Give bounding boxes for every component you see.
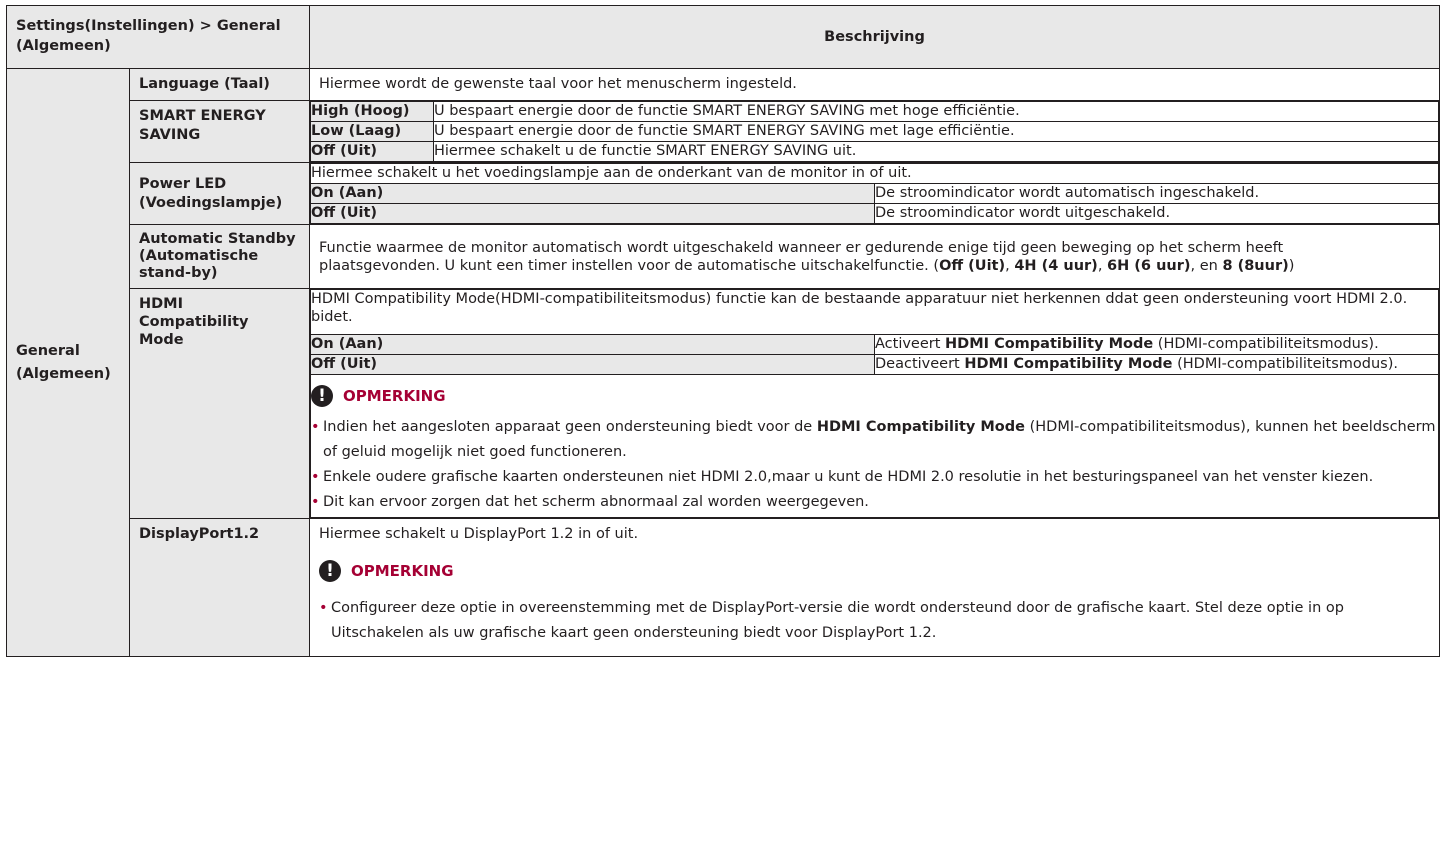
option-desc-bold: HDMI Compatibility Mode (945, 336, 1154, 352)
standby-desc-line2 (319, 257, 1430, 275)
standby-label-line1: Automatic Standby (139, 231, 296, 247)
note-text: Dit kan ervoor zorgen dat het scherm abnormaal zal worden weergegeven. (323, 494, 869, 510)
setting-automatic-standby (130, 225, 310, 289)
header-description (310, 6, 1440, 69)
header-left-line1: Settings(Instellingen) > General (16, 18, 281, 34)
option-row (311, 335, 1439, 355)
hdmi-note (311, 375, 1439, 518)
option-label: Low (Laag) (311, 122, 434, 142)
option-row (311, 355, 1439, 375)
option-label: High (Hoog) (311, 102, 434, 122)
standby-option: Off (Uit) (939, 257, 1006, 274)
option-row (311, 102, 1439, 122)
option-label: Off (Uit) (311, 355, 875, 375)
option-label: Off (Uit) (311, 204, 875, 224)
hdmi-desc-text: HDMI Compatibility Mode(HDMI-compatibiliteitsmodus) functie kan de bestaande apparatuur niet herkennen ddat geen ondersteuning voort HDMI 2.0. bidet. (311, 291, 1408, 325)
note-title: OPMERKING (351, 561, 454, 580)
led-options (310, 163, 1440, 225)
dp-label: DisplayPort1.2 (139, 526, 260, 542)
settings-general-table (6, 5, 1440, 657)
note-item (311, 415, 1438, 465)
led-desc: Hiermee schakelt u het voedingslampje aan de onderkant van de monitor in of uit. (311, 164, 1439, 184)
option-row (311, 142, 1439, 162)
note-item (311, 490, 1438, 515)
ses-options (310, 101, 1440, 163)
option-desc (875, 355, 1439, 375)
option-desc-pre: Deactiveert (875, 356, 965, 372)
header-settings-path (7, 6, 310, 69)
option-desc-post: (HDMI-compatibiliteitsmodus). (1172, 356, 1399, 372)
hdmi-desc (311, 290, 1439, 335)
setting-hdmi-compatibility-mode (130, 289, 310, 519)
standby-label-line3: stand-by) (139, 265, 218, 281)
option-desc: Hiermee schakelt u de functie SMART ENERGY SAVING uit. (434, 142, 1439, 162)
section-general-line2: (Algemeen) (16, 365, 111, 382)
separator: , (1005, 257, 1015, 274)
setting-language (130, 69, 310, 101)
standby-option: 4H (4 uur) (1014, 257, 1098, 274)
note-item (319, 596, 1430, 646)
standby-label-line2: (Automatische (139, 248, 259, 264)
standby-desc-text: plaatsgevonden. U kunt een timer instellen voor de automatische uitschakelfunctie. ( (319, 257, 940, 274)
separator: ) (1288, 257, 1295, 274)
option-desc: De stroomindicator wordt uitgeschakeld. (875, 204, 1439, 224)
hdmi-label-line1: HDMI (139, 296, 183, 312)
note-text: Enkele oudere grafische kaarten ondersteunen niet HDMI 2.0,maar u kunt de HDMI 2.0 resolutie in het besturingspaneel van het venster kiezen. (323, 469, 1374, 485)
option-row (311, 122, 1439, 142)
option-desc-post: (HDMI-compatibiliteitsmodus). (1153, 336, 1379, 352)
led-label-line2: (Voedingslampje) (139, 194, 283, 211)
note-title: OPMERKING (343, 386, 446, 405)
option-desc: U bespaart energie door de functie SMART ENERGY SAVING met hoge efficiëntie. (434, 102, 1439, 122)
header-description-label: Beschrijving (824, 29, 925, 45)
standby-desc-line1: Functie waarmee de monitor automatisch wordt uitgeschakeld wanneer er gedurende enige tijd geen beweging op het scherm heeft (319, 239, 1284, 256)
option-label: On (Aan) (311, 184, 875, 204)
option-desc: U bespaart energie door de functie SMART ENERGY SAVING met lage efficiëntie. (434, 122, 1439, 142)
standby-desc (310, 225, 1440, 289)
option-label: Off (Uit) (311, 142, 434, 162)
option-row (311, 204, 1439, 224)
option-label: On (Aan) (311, 335, 875, 355)
ses-label-line1: SMART ENERGY (139, 108, 266, 124)
note-text-bold: HDMI Compatibility Mode (816, 419, 1025, 435)
setting-displayport (130, 519, 310, 657)
hdmi-label-line2: Compatibility (139, 314, 249, 330)
note-text: Configureer deze optie in overeenstemming met de DisplayPort-versie die wordt ondersteund door de grafische kaart. Stel deze optie in op Uitschakelen als uw grafische kaart geen ondersteuning biedt voor DisplayPort 1.2. (331, 600, 1344, 641)
section-general (7, 69, 130, 657)
dp-desc (310, 519, 1440, 657)
option-desc: De stroomindicator wordt automatisch ingeschakeld. (875, 184, 1439, 204)
separator: , en (1190, 257, 1223, 274)
ses-label-line2: SAVING (139, 127, 201, 143)
setting-smart-energy-saving (130, 101, 310, 163)
option-desc-bold: HDMI Compatibility Mode (964, 356, 1173, 372)
setting-language-desc-text: Hiermee wordt de gewenste taal voor het menuscherm ingesteld. (319, 76, 797, 92)
separator: , (1097, 257, 1108, 274)
option-desc-pre: Activeert (875, 336, 946, 352)
option-row (311, 184, 1439, 204)
setting-language-desc (310, 69, 1440, 101)
exclamation-circle-icon: ! (319, 560, 341, 582)
setting-power-led (130, 163, 310, 225)
section-general-line1: General (16, 342, 80, 359)
note-text: Indien het aangesloten apparaat geen ondersteuning biedt voor de (323, 419, 817, 435)
exclamation-circle-icon: ! (311, 385, 333, 407)
hdmi-label-line3: Mode (139, 332, 184, 348)
header-left-line2: (Algemeen) (16, 38, 111, 54)
dp-desc-text: Hiermee schakelt u DisplayPort 1.2 in of uit. (319, 526, 639, 542)
standby-option: 8 (8uur) (1222, 257, 1289, 274)
hdmi-options (310, 289, 1440, 519)
led-label-line1: Power LED (139, 175, 227, 192)
note-text: (HDMI-compatibiliteitsmodus), kunnen het beeldscherm of geluid mogelijk niet goed functioneren. (323, 419, 1436, 460)
option-desc (875, 335, 1439, 355)
standby-option: 6H (6 uur) (1107, 257, 1191, 274)
note-item (311, 465, 1438, 490)
setting-language-label: Language (Taal) (139, 76, 270, 92)
